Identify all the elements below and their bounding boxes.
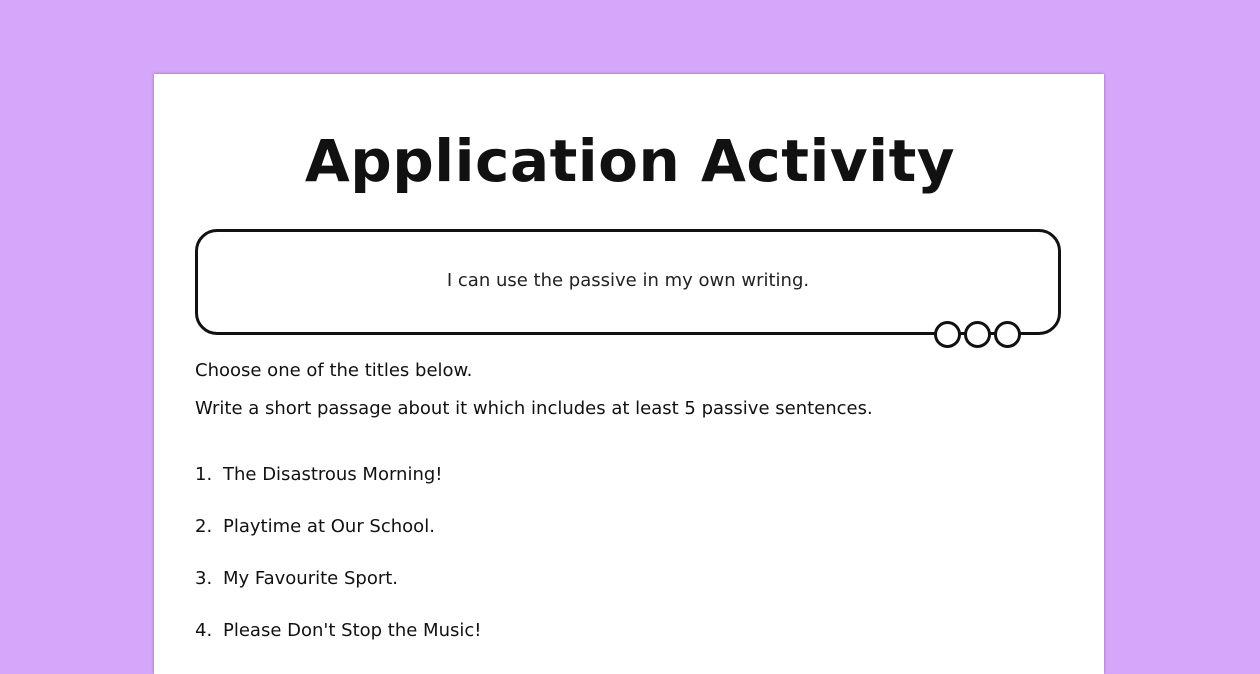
list-item-number: 4. bbox=[195, 620, 213, 641]
list-item-text: Playtime at Our School. bbox=[223, 516, 435, 537]
learning-objective-box bbox=[195, 229, 1061, 335]
list-item-text: The Disastrous Morning! bbox=[223, 464, 443, 485]
list-item bbox=[195, 620, 481, 672]
instruction-line-1: Choose one of the titles below. bbox=[195, 360, 473, 381]
title-options-list bbox=[195, 464, 481, 672]
page-title: Application Activity bbox=[304, 127, 956, 195]
list-item bbox=[195, 516, 481, 568]
list-item bbox=[195, 568, 481, 620]
list-item-number: 3. bbox=[195, 568, 213, 589]
assessment-circle-2 bbox=[964, 321, 991, 348]
list-item-number: 1. bbox=[195, 464, 213, 485]
learning-objective-text: I can use the passive in my own writing. bbox=[446, 269, 810, 291]
list-item-text: Please Don't Stop the Music! bbox=[223, 620, 482, 641]
assessment-circle-3 bbox=[994, 321, 1021, 348]
self-assessment-circles bbox=[934, 321, 1021, 348]
list-item bbox=[195, 464, 481, 516]
instruction-line-2: Write a short passage about it which includes at least 5 passive sentences. bbox=[195, 398, 873, 419]
list-item-number: 2. bbox=[195, 516, 213, 537]
list-item-text: My Favourite Sport. bbox=[223, 568, 399, 589]
assessment-circle-1 bbox=[934, 321, 961, 348]
